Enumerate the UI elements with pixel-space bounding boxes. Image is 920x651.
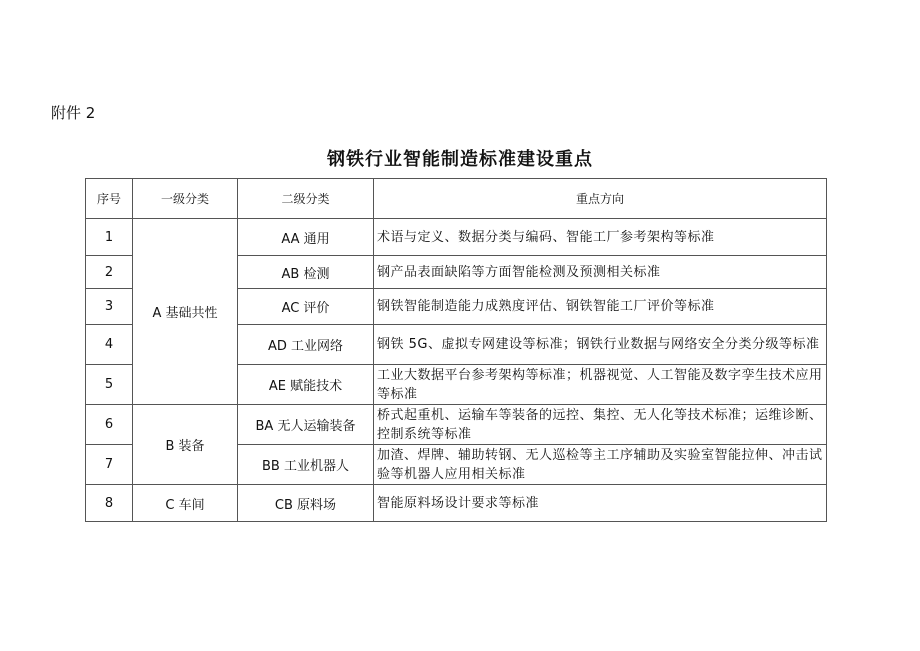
row-number: 5 bbox=[86, 365, 133, 405]
sub-category: AB 检测 bbox=[238, 256, 374, 289]
document-title: 钢铁行业智能制造标准建设重点 bbox=[327, 149, 593, 170]
group-b: B 装备 bbox=[133, 405, 238, 485]
row-number: 4 bbox=[86, 325, 133, 365]
group-c: C 车间 bbox=[133, 485, 238, 522]
focus-direction: 桥式起重机、运输车等装备的远控、集控、无人化等技术标准；运维诊断、控制系统等标准 bbox=[374, 405, 827, 445]
group-a: A 基础共性 bbox=[133, 219, 238, 405]
table-row bbox=[86, 405, 827, 445]
header-focus: 重点方向 bbox=[374, 179, 827, 219]
row-number: 6 bbox=[86, 405, 133, 445]
row-number: 8 bbox=[86, 485, 133, 522]
focus-direction: 钢产品表面缺陷等方面智能检测及预测相关标准 bbox=[374, 256, 827, 289]
row-number: 7 bbox=[86, 445, 133, 485]
header-level2: 二级分类 bbox=[238, 179, 374, 219]
header-level1: 一级分类 bbox=[133, 179, 238, 219]
row-number: 2 bbox=[86, 256, 133, 289]
row-number: 1 bbox=[86, 219, 133, 256]
focus-direction: 钢铁 5G、虚拟专网建设等标准；钢铁行业数据与网络安全分类分级等标准 bbox=[374, 325, 827, 365]
table-header-row bbox=[86, 179, 827, 219]
focus-direction: 加渣、焊牌、辅助转钢、无人巡检等主工序辅助及实验室智能拉伸、冲击试验等机器人应用相关标准 bbox=[374, 445, 827, 485]
sub-category: CB 原料场 bbox=[238, 485, 374, 522]
sub-category: BB 工业机器人 bbox=[238, 445, 374, 485]
focus-direction: 钢铁智能制造能力成熟度评估、钢铁智能工厂评价等标准 bbox=[374, 289, 827, 325]
sub-category: AD 工业网络 bbox=[238, 325, 374, 365]
sub-category: BA 无人运输装备 bbox=[238, 405, 374, 445]
sub-category: AA 通用 bbox=[238, 219, 374, 256]
attachment-label: 附件 2 bbox=[51, 104, 96, 122]
table-row bbox=[86, 219, 827, 256]
focus-direction: 工业大数据平台参考架构等标准；机器视觉、人工智能及数字孪生技术应用等标准 bbox=[374, 365, 827, 405]
focus-direction: 智能原料场设计要求等标准 bbox=[374, 485, 827, 522]
row-number: 3 bbox=[86, 289, 133, 325]
sub-category: AE 赋能技术 bbox=[238, 365, 374, 405]
sub-category: AC 评价 bbox=[238, 289, 374, 325]
focus-direction: 术语与定义、数据分类与编码、智能工厂参考架构等标准 bbox=[374, 219, 827, 256]
standards-table bbox=[85, 178, 827, 522]
header-number: 序号 bbox=[86, 179, 133, 219]
table-row bbox=[86, 485, 827, 522]
